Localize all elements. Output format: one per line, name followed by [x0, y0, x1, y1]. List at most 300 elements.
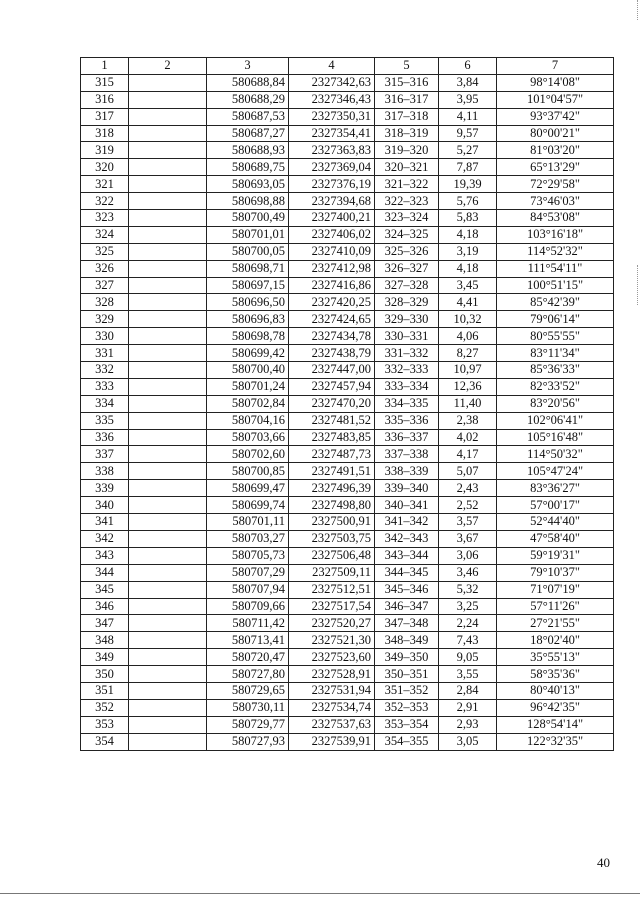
table-cell: 9,57: [439, 125, 497, 142]
table-row: [81, 581, 614, 598]
table-cell: 2327534,74: [289, 699, 375, 716]
table-cell: 325: [81, 243, 129, 260]
table-row: [81, 226, 614, 243]
table-row: [81, 328, 614, 345]
table-row: [81, 277, 614, 294]
table-cell: 580697,15: [207, 277, 289, 294]
table-cell: 2327350,31: [289, 108, 375, 125]
table-cell: 2,93: [439, 716, 497, 733]
table-cell: 580707,94: [207, 581, 289, 598]
table-cell: 580688,93: [207, 142, 289, 159]
table-cell: 93°37'42": [497, 108, 614, 125]
table-cell: 2327410,09: [289, 243, 375, 260]
table-cell: 315: [81, 74, 129, 91]
table-cell: 5,27: [439, 142, 497, 159]
table-cell: 128°54'14": [497, 716, 614, 733]
table-cell: 4,02: [439, 429, 497, 446]
table-cell: 2,84: [439, 682, 497, 699]
table-cell: 2327509,11: [289, 564, 375, 581]
table-cell: 322: [81, 193, 129, 210]
table-cell: 2327447,00: [289, 362, 375, 379]
table-cell: 580698,88: [207, 193, 289, 210]
table-cell: 331: [81, 345, 129, 362]
table-cell: 324: [81, 226, 129, 243]
table-cell: 2327521,30: [289, 632, 375, 649]
table-cell: 35°55'13": [497, 649, 614, 666]
table-cell: 2327503,75: [289, 530, 375, 547]
table-cell: 580713,41: [207, 632, 289, 649]
table-cell: [129, 277, 207, 294]
table-cell: 96°42'35": [497, 699, 614, 716]
table-cell: 340–341: [375, 497, 439, 514]
table-cell: 321–322: [375, 176, 439, 193]
table-cell: 3,57: [439, 514, 497, 531]
table-cell: 351–352: [375, 682, 439, 699]
table-row: [81, 125, 614, 142]
table-row: [81, 716, 614, 733]
header-cell: 2: [129, 58, 207, 75]
table-cell: 2327342,63: [289, 74, 375, 91]
table-cell: 52°44'40": [497, 514, 614, 531]
table-cell: 85°42'39": [497, 294, 614, 311]
table-cell: 2327539,91: [289, 733, 375, 750]
table-cell: 340: [81, 497, 129, 514]
table-cell: 580689,75: [207, 159, 289, 176]
table-cell: 349–350: [375, 649, 439, 666]
table-cell: 2327369,04: [289, 159, 375, 176]
table-cell: [129, 210, 207, 227]
table-cell: 328: [81, 294, 129, 311]
table-cell: 580703,66: [207, 429, 289, 446]
table-row: [81, 362, 614, 379]
table-cell: 5,07: [439, 463, 497, 480]
header-cell: 4: [289, 58, 375, 75]
table-cell: 580699,42: [207, 345, 289, 362]
table-cell: 2327491,51: [289, 463, 375, 480]
table-cell: 344–345: [375, 564, 439, 581]
table-cell: 3,19: [439, 243, 497, 260]
table-cell: 10,97: [439, 362, 497, 379]
table-row: [81, 395, 614, 412]
table-cell: [129, 74, 207, 91]
table-cell: 2327394,68: [289, 193, 375, 210]
table-cell: 339: [81, 480, 129, 497]
table-row: [81, 74, 614, 91]
table-cell: 580729,77: [207, 716, 289, 733]
table-cell: 350: [81, 666, 129, 683]
table-cell: 3,67: [439, 530, 497, 547]
table-cell: [129, 226, 207, 243]
table-cell: 105°16'48": [497, 429, 614, 446]
table-cell: 350–351: [375, 666, 439, 683]
table-cell: 353: [81, 716, 129, 733]
table-cell: 2327346,43: [289, 91, 375, 108]
table-cell: 2327512,51: [289, 581, 375, 598]
table-cell: 8,27: [439, 345, 497, 362]
table-cell: 580702,60: [207, 446, 289, 463]
table-cell: 18°02'40": [497, 632, 614, 649]
table-cell: 2327424,65: [289, 311, 375, 328]
table-cell: [129, 311, 207, 328]
table-cell: 327: [81, 277, 129, 294]
table-cell: 323–324: [375, 210, 439, 227]
table-cell: 2327483,85: [289, 429, 375, 446]
table-cell: 3,25: [439, 598, 497, 615]
table-cell: 343: [81, 547, 129, 564]
table-cell: 329–330: [375, 311, 439, 328]
table-cell: 100°51'15": [497, 277, 614, 294]
table-cell: [129, 108, 207, 125]
table-cell: 2327517,54: [289, 598, 375, 615]
table-cell: 58°35'36": [497, 666, 614, 683]
table-cell: [129, 649, 207, 666]
table-cell: 580700,05: [207, 243, 289, 260]
table-cell: 81°03'20": [497, 142, 614, 159]
table-row: [81, 159, 614, 176]
table-cell: [129, 429, 207, 446]
table-row: [81, 91, 614, 108]
table-cell: 334: [81, 395, 129, 412]
table-cell: 3,05: [439, 733, 497, 750]
table-cell: 2327434,78: [289, 328, 375, 345]
table-cell: 83°36'27": [497, 480, 614, 497]
table-cell: 316: [81, 91, 129, 108]
table-cell: 4,06: [439, 328, 497, 345]
table-cell: 3,95: [439, 91, 497, 108]
table-cell: [129, 193, 207, 210]
table-cell: 353–354: [375, 716, 439, 733]
table-cell: 65°13'29": [497, 159, 614, 176]
table-row: [81, 547, 614, 564]
table-cell: 580688,29: [207, 91, 289, 108]
table-cell: 580703,27: [207, 530, 289, 547]
table-cell: 2327498,80: [289, 497, 375, 514]
table-cell: 580711,42: [207, 615, 289, 632]
table-cell: 83°20'56": [497, 395, 614, 412]
table-cell: 111°54'11": [497, 260, 614, 277]
table-cell: 580701,01: [207, 226, 289, 243]
table-cell: 346–347: [375, 598, 439, 615]
table-cell: 580730,11: [207, 699, 289, 716]
table-cell: 342: [81, 530, 129, 547]
table-cell: 2,52: [439, 497, 497, 514]
table-cell: 2,91: [439, 699, 497, 716]
table-cell: 580700,49: [207, 210, 289, 227]
table-row: [81, 632, 614, 649]
table-cell: 2327412,98: [289, 260, 375, 277]
table-cell: 335–336: [375, 412, 439, 429]
table-cell: 336: [81, 429, 129, 446]
table-cell: [129, 176, 207, 193]
table-cell: 2327376,19: [289, 176, 375, 193]
table-cell: [129, 666, 207, 683]
table-cell: 580699,74: [207, 497, 289, 514]
table-row: [81, 412, 614, 429]
table-cell: 59°19'31": [497, 547, 614, 564]
table-cell: 102°06'41": [497, 412, 614, 429]
table-cell: 335: [81, 412, 129, 429]
table-cell: 317: [81, 108, 129, 125]
table-cell: 10,32: [439, 311, 497, 328]
table-cell: [129, 412, 207, 429]
table-cell: 347: [81, 615, 129, 632]
table-cell: 339–340: [375, 480, 439, 497]
table-cell: 322–323: [375, 193, 439, 210]
table-cell: 330–331: [375, 328, 439, 345]
table-cell: 341–342: [375, 514, 439, 531]
table-row: [81, 514, 614, 531]
table-row: [81, 142, 614, 159]
table-cell: 319–320: [375, 142, 439, 159]
table-cell: 580698,78: [207, 328, 289, 345]
table-cell: 324–325: [375, 226, 439, 243]
table-cell: 580727,80: [207, 666, 289, 683]
table-cell: 580693,05: [207, 176, 289, 193]
table-cell: 343–344: [375, 547, 439, 564]
table-cell: [129, 547, 207, 564]
table-cell: 580687,27: [207, 125, 289, 142]
table-cell: 84°53'08": [497, 210, 614, 227]
table-row: [81, 480, 614, 497]
table-row: [81, 598, 614, 615]
table-row: [81, 530, 614, 547]
table-cell: 316–317: [375, 91, 439, 108]
table-cell: 338: [81, 463, 129, 480]
table-cell: 2327400,21: [289, 210, 375, 227]
table-cell: 9,05: [439, 649, 497, 666]
table-cell: 122°32'35": [497, 733, 614, 750]
table-cell: 3,84: [439, 74, 497, 91]
table-cell: 4,41: [439, 294, 497, 311]
table-cell: 349: [81, 649, 129, 666]
table-cell: 2327363,83: [289, 142, 375, 159]
table-cell: 580702,84: [207, 395, 289, 412]
table-cell: 12,36: [439, 378, 497, 395]
table-cell: 328–329: [375, 294, 439, 311]
table-cell: 2327506,48: [289, 547, 375, 564]
table-cell: 3,06: [439, 547, 497, 564]
table-cell: 85°36'33": [497, 362, 614, 379]
table-cell: [129, 378, 207, 395]
table-cell: 580701,11: [207, 514, 289, 531]
table-cell: 580700,85: [207, 463, 289, 480]
table-cell: 98°14'08": [497, 74, 614, 91]
header-cell: 5: [375, 58, 439, 75]
table-cell: 3,55: [439, 666, 497, 683]
table-cell: 114°50'32": [497, 446, 614, 463]
table-cell: 345: [81, 581, 129, 598]
table-cell: 580688,84: [207, 74, 289, 91]
table-cell: 2327420,25: [289, 294, 375, 311]
table-cell: 2327523,60: [289, 649, 375, 666]
table-cell: 27°21'55": [497, 615, 614, 632]
table-cell: 580704,16: [207, 412, 289, 429]
table-cell: 2327531,94: [289, 682, 375, 699]
table-cell: 2327416,86: [289, 277, 375, 294]
table-cell: 333: [81, 378, 129, 395]
table-cell: [129, 632, 207, 649]
table-cell: 72°29'58": [497, 176, 614, 193]
table-cell: [129, 733, 207, 750]
table-cell: 2327481,52: [289, 412, 375, 429]
table-cell: [129, 294, 207, 311]
table-cell: [129, 716, 207, 733]
table-cell: 2327457,94: [289, 378, 375, 395]
table-cell: 2327496,39: [289, 480, 375, 497]
table-cell: 2327537,63: [289, 716, 375, 733]
table-cell: 336–337: [375, 429, 439, 446]
table-row: [81, 564, 614, 581]
table-cell: 2327528,91: [289, 666, 375, 683]
table-cell: 341: [81, 514, 129, 531]
table-cell: 326–327: [375, 260, 439, 277]
table-row: [81, 243, 614, 260]
table-cell: 5,32: [439, 581, 497, 598]
table-cell: 580720,47: [207, 649, 289, 666]
table-cell: 80°55'55": [497, 328, 614, 345]
table-row: [81, 378, 614, 395]
header-cell: 6: [439, 58, 497, 75]
table-row: [81, 176, 614, 193]
table-cell: 580696,50: [207, 294, 289, 311]
table-cell: 342–343: [375, 530, 439, 547]
table-cell: 352–353: [375, 699, 439, 716]
table-cell: 11,40: [439, 395, 497, 412]
table-row: [81, 649, 614, 666]
table-cell: [129, 598, 207, 615]
table-cell: 345–346: [375, 581, 439, 598]
table-cell: 2327520,27: [289, 615, 375, 632]
table-cell: 2327354,41: [289, 125, 375, 142]
table-cell: 337–338: [375, 446, 439, 463]
table-cell: 580709,66: [207, 598, 289, 615]
table-row: [81, 193, 614, 210]
table-cell: [129, 328, 207, 345]
table-body: [81, 74, 614, 750]
table-cell: 57°00'17": [497, 497, 614, 514]
table-cell: [129, 530, 207, 547]
table-cell: 321: [81, 176, 129, 193]
table-cell: 2,43: [439, 480, 497, 497]
table-row: [81, 294, 614, 311]
table-cell: 4,11: [439, 108, 497, 125]
table-cell: 80°40'13": [497, 682, 614, 699]
table-cell: 580727,93: [207, 733, 289, 750]
header-cell: 1: [81, 58, 129, 75]
table-cell: 5,83: [439, 210, 497, 227]
table-cell: 2327438,79: [289, 345, 375, 362]
table-cell: 580698,71: [207, 260, 289, 277]
table-cell: 80°00'21": [497, 125, 614, 142]
table-cell: 580701,24: [207, 378, 289, 395]
table-row: [81, 210, 614, 227]
table-cell: [129, 497, 207, 514]
page-number: 40: [597, 855, 610, 870]
table-cell: 318–319: [375, 125, 439, 142]
table-row: [81, 666, 614, 683]
table-cell: 4,18: [439, 260, 497, 277]
table-cell: 580700,40: [207, 362, 289, 379]
table-row: [81, 682, 614, 699]
table-cell: 73°46'03": [497, 193, 614, 210]
table-cell: 325–326: [375, 243, 439, 260]
table-row: [81, 311, 614, 328]
table-cell: 352: [81, 699, 129, 716]
table-cell: 580707,29: [207, 564, 289, 581]
scan-bottom-edge: [0, 893, 640, 894]
table-cell: 344: [81, 564, 129, 581]
table-cell: [129, 514, 207, 531]
table-cell: 2327470,20: [289, 395, 375, 412]
table-cell: 333–334: [375, 378, 439, 395]
table-row: [81, 260, 614, 277]
table-cell: 114°52'32": [497, 243, 614, 260]
table-row: [81, 699, 614, 716]
table-cell: 354–355: [375, 733, 439, 750]
table-cell: [129, 395, 207, 412]
table-cell: 330: [81, 328, 129, 345]
table-cell: 337: [81, 446, 129, 463]
table-cell: 332–333: [375, 362, 439, 379]
table-cell: [129, 581, 207, 598]
table-cell: 580705,73: [207, 547, 289, 564]
table-cell: 354: [81, 733, 129, 750]
table-cell: [129, 446, 207, 463]
table-row: [81, 345, 614, 362]
table-cell: 47°58'40": [497, 530, 614, 547]
table-cell: 346: [81, 598, 129, 615]
table-cell: 580699,47: [207, 480, 289, 497]
table-cell: [129, 699, 207, 716]
table-row: [81, 497, 614, 514]
table-cell: 2327487,73: [289, 446, 375, 463]
table-cell: 4,17: [439, 446, 497, 463]
table-cell: 2,24: [439, 615, 497, 632]
table-cell: [129, 564, 207, 581]
table-cell: 327–328: [375, 277, 439, 294]
table-cell: 105°47'24": [497, 463, 614, 480]
table-row: [81, 108, 614, 125]
table-cell: 320: [81, 159, 129, 176]
table-cell: 318: [81, 125, 129, 142]
table-cell: [129, 260, 207, 277]
table-row: [81, 429, 614, 446]
table-cell: 7,87: [439, 159, 497, 176]
table-cell: [129, 125, 207, 142]
table-cell: 331–332: [375, 345, 439, 362]
header-cell: 3: [207, 58, 289, 75]
table-row: [81, 463, 614, 480]
table-row: [81, 615, 614, 632]
table-cell: 79°10'37": [497, 564, 614, 581]
table-cell: 57°11'26": [497, 598, 614, 615]
table-cell: 580729,65: [207, 682, 289, 699]
table-cell: 348: [81, 632, 129, 649]
table-cell: 319: [81, 142, 129, 159]
header-row: [81, 58, 614, 75]
coordinates-table: [80, 57, 614, 751]
table-cell: 2327406,02: [289, 226, 375, 243]
table-cell: 315–316: [375, 74, 439, 91]
table-cell: [129, 615, 207, 632]
table-cell: [129, 362, 207, 379]
table-cell: 3,45: [439, 277, 497, 294]
table-cell: [129, 480, 207, 497]
table-cell: 101°04'57": [497, 91, 614, 108]
table-cell: 2,38: [439, 412, 497, 429]
header-cell: 7: [497, 58, 614, 75]
table-cell: [129, 243, 207, 260]
